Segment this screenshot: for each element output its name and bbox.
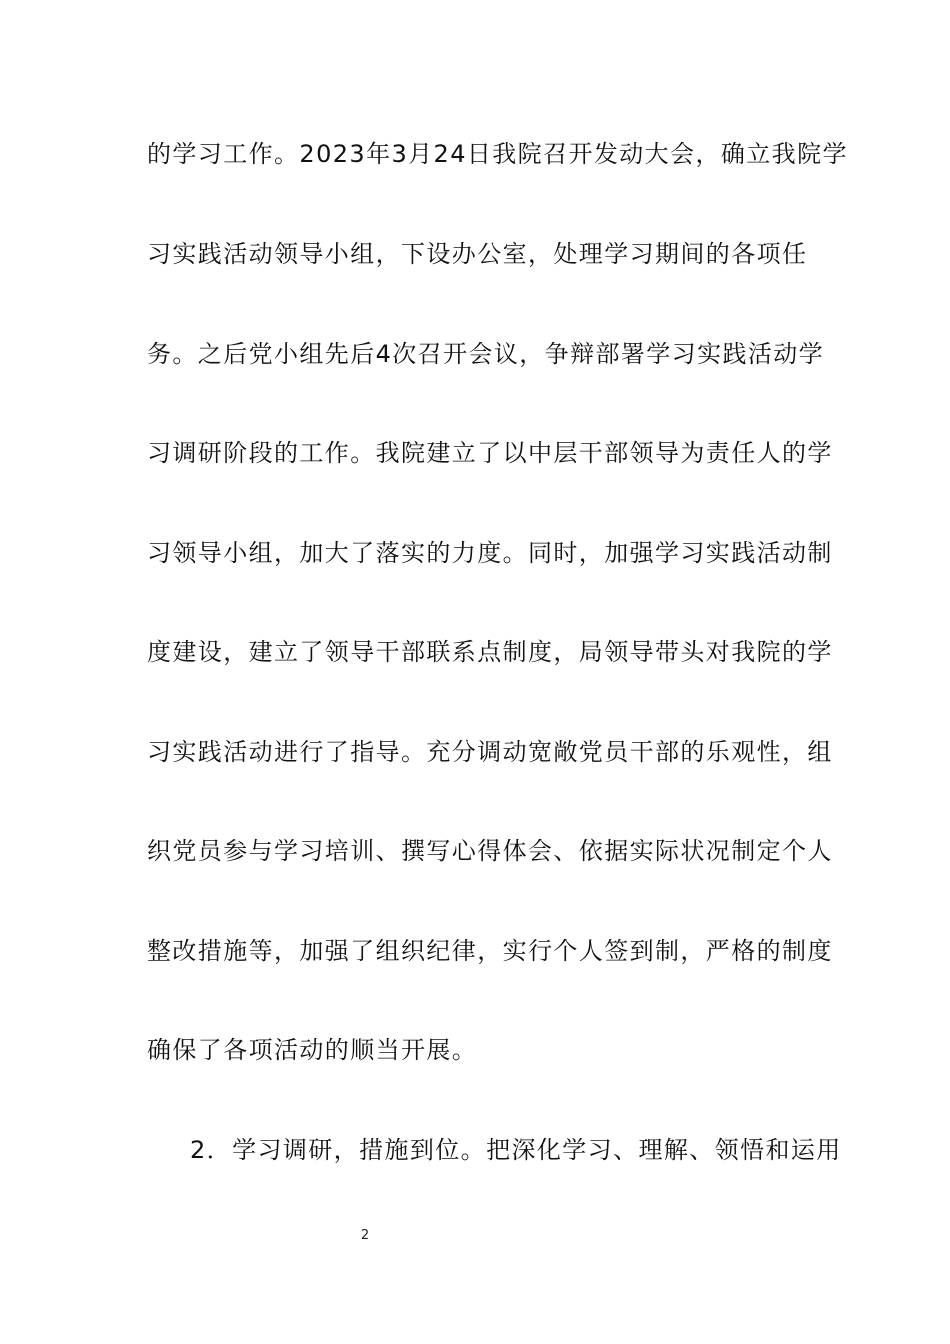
page-number: 2 — [360, 1228, 370, 1243]
paragraph-start-line: 2．学习调研，措施到位。把深化学习、理解、领悟和运用 — [190, 1136, 842, 1164]
body-text-line: 务。之后党小组先后4次召开会议，争辩部署学习实践活动学 — [147, 340, 825, 368]
body-text-line: 织党员参与学习培训、撰写心得体会、依据实际状况制定个人 — [147, 837, 833, 865]
body-text-line: 习领导小组，加大了落实的力度。同时，加强学习实践活动制 — [147, 539, 833, 567]
body-text-line: 整改措施等，加强了组织纪律，实行个人签到制，严格的制度 — [147, 937, 833, 965]
body-text-line: 习实践活动领导小组，下设办公室，处理学习期间的各项任 — [147, 240, 808, 268]
body-text-line: 的学习工作。2023年3月24日我院召开发动大会，确立我院学 — [147, 140, 848, 168]
body-text-line: 度建设，建立了领导干部联系点制度，局领导带头对我院的学 — [147, 638, 833, 666]
body-text-line: 习调研阶段的工作。我院建立了以中层干部领导为责任人的学 — [147, 439, 833, 467]
body-text-line: 习实践活动进行了指导。充分调动宽敞党员干部的乐观性，组 — [147, 738, 833, 766]
body-text-line: 确保了各项活动的顺当开展。 — [147, 1036, 478, 1064]
